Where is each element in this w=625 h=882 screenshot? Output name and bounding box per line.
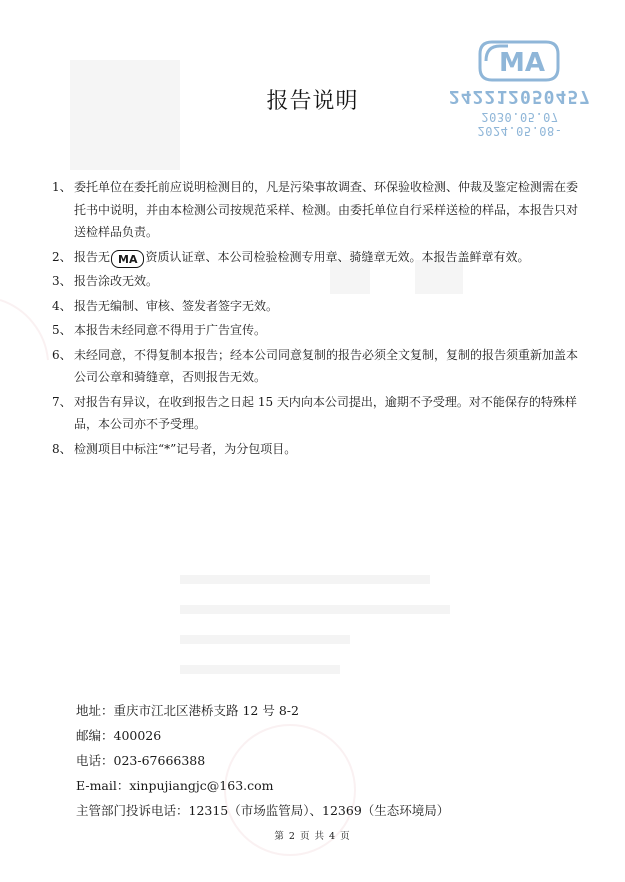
contact-info <box>76 698 449 823</box>
bleed-through-block <box>180 635 350 644</box>
note-text: 未经同意，不得复制本报告；经本公司同意复制的报告必须全文复制，复制的报告须重新加盖本公司公章和骑缝章，否则报告无效。 <box>74 347 579 384</box>
note-text: 报告无编制、审核、签发者签字无效。 <box>74 298 279 313</box>
note-item <box>52 295 582 318</box>
cma-logo-text: MA <box>499 48 545 78</box>
contact-phone: 电话：023-67666388 <box>76 753 206 768</box>
cma-logo-icon <box>478 38 560 84</box>
note-text: 对报告有异议，在收到报告之日起 15 天内向本公司提出，逾期不予受理。对不能保存的特殊样品，本公司亦不予受理。 <box>74 394 577 431</box>
notes-list <box>52 176 582 460</box>
note-text-after: 资质认证章、本公司检验检测专用章、骑缝章无效。本报告盖鲜章有效。 <box>145 249 530 264</box>
page-number: 第 2 页 共 4 页 <box>274 831 351 842</box>
note-item <box>52 246 582 269</box>
note-number: 5、 <box>52 323 72 337</box>
note-text: 本报告未经同意不得用于广告宣传。 <box>74 323 267 337</box>
note-number: 1、 <box>52 180 72 194</box>
note-item <box>52 438 582 461</box>
note-number: 6、 <box>52 347 72 362</box>
note-text: 报告涂改无效。 <box>74 274 159 288</box>
note-number: 7、 <box>52 394 72 409</box>
bleed-through-block <box>180 575 430 584</box>
bleed-through-block <box>180 605 450 614</box>
cma-inline-icon: MA <box>111 250 144 268</box>
bleed-through-block <box>180 665 340 674</box>
bleed-through-block <box>70 60 180 170</box>
note-text: 委托单位在委托前应说明检测目的，凡是污染事故调查、环保验收检测、仲裁及鉴定检测需在委托书中说明，并由本检测公司按规范采样、检测。由委托单位自行采样送检的样品，本报告只对送检样品负责。 <box>74 180 579 239</box>
note-text-before: 报告无 <box>74 249 111 264</box>
cma-validity-period: 2024.05.08-2030.05.07 <box>477 110 563 138</box>
cma-certificate-number: 242212050457 <box>448 86 592 107</box>
note-item <box>52 344 582 389</box>
contact-postcode: 邮编：400026 <box>76 728 162 743</box>
page-title: 报告说明 <box>266 89 359 114</box>
note-number: 2、 <box>52 249 72 264</box>
contact-email: E-mail：xinpujiangjc@163.com <box>76 778 274 793</box>
note-number: 8、 <box>52 441 72 456</box>
note-number: 4、 <box>52 298 72 313</box>
partial-seal-mark <box>0 300 48 360</box>
note-text <box>74 246 582 269</box>
note-item <box>52 270 582 293</box>
note-text: 检测项目中标注“*”记号者，为分包项目。 <box>74 441 297 456</box>
note-number: 3、 <box>52 274 72 288</box>
contact-complaint-phone: 主管部门投诉电话：12315（市场监管局）、12369（生态环境局） <box>76 803 450 818</box>
contact-address: 地址：重庆市江北区港桥支路 12 号 8-2 <box>76 703 299 718</box>
note-item <box>52 176 582 244</box>
note-item <box>52 319 582 342</box>
note-item <box>52 391 582 436</box>
